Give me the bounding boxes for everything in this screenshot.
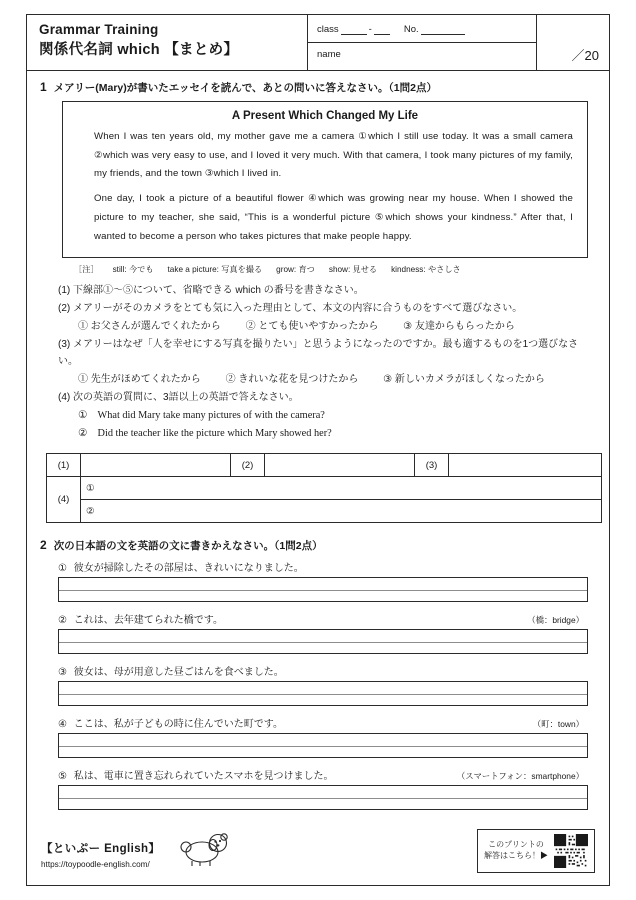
question-2-label: (2) [58,303,71,315]
answer-label-4: (4) [47,477,81,523]
section2-heading [40,538,596,553]
answer-cell-2[interactable] [265,454,415,477]
table-row [47,454,602,477]
answer-lines-1[interactable] [58,577,588,602]
item-4-label: ④ [58,719,67,731]
item-4-hint: （町：town） [532,719,584,730]
answer-cell-4-2[interactable]: ② [81,500,602,523]
brand-block [41,841,160,871]
worksheet-footer [27,819,609,885]
question-4-label: (4) [58,392,71,403]
question-3-options [78,371,596,389]
item-5-text: 私は、電車に置き忘れられていたスマホを見つけました。 [73,771,334,783]
brand-url[interactable]: https://toypoodle-english.com/ [41,859,150,869]
translation-item-2 [58,611,596,626]
score-total: ／20 [571,48,599,63]
item-2-text: これは、去年建てられた橋です。 [73,615,223,627]
section1-number: 1 [40,80,47,94]
passage-title: A Present Which Changed My Life [231,110,419,122]
question-4-item-2: ② Did the teacher like the picture which Mary showed her? [78,428,332,440]
header-title-block [27,15,308,70]
answer-lines-2[interactable] [58,629,588,654]
question-2-options [78,318,596,336]
class-sub-input[interactable] [374,24,390,35]
answer-label-1: (1) [47,454,81,477]
item-5-label: ⑤ [58,771,67,783]
section2-number: 2 [40,538,47,553]
brand-name: 【といぷー English】 [41,843,161,856]
vocabulary-notes [74,264,588,275]
item-2-hint: （橋：bridge） [527,615,584,626]
translation-item-1 [58,559,596,574]
answer-label-2: (2) [231,454,265,477]
question-3-option-2[interactable]: ② きれいな花を見つけたから [225,374,359,386]
question-3-option-1[interactable]: ① 先生がほめてくれたから [78,374,201,386]
item-2-label: ② [58,615,67,627]
table-row [47,477,602,500]
question-2-option-2[interactable]: ② とても使いやすかったから [245,320,379,332]
note-item: show: 見せる [328,265,378,275]
question-2-option-3[interactable]: ③ 友達からもらったから [403,320,515,332]
question-1-text: 下線部①〜⑤について、省略できる which の番号を書きなさい。 [73,285,364,297]
question-3-label: (3) [58,338,71,350]
class-label: class [317,24,339,35]
question-3-option-3[interactable]: ③ 新しいカメラがほしくなったから [383,374,545,386]
notes-label: ［注］ [74,265,99,275]
answer-cell-4-1[interactable]: ① [81,477,602,500]
answer-cell-1[interactable] [81,454,231,477]
name-label: name [317,49,341,60]
item-5-hint: （スマートフォン：smartphone） [456,771,584,782]
note-item: take a picture: 写真を撮る [167,265,263,275]
question-4-item-1: ① What did Mary take many pictures of with the camera? [78,409,325,421]
question-4-text: 次の英語の質問に、3語以上の英語で答えなさい。 [73,392,299,403]
question-1 [58,282,596,300]
qr-caption [484,840,548,862]
qr-caption-line2: 解答はこちら！▶ [484,851,548,860]
translation-item-4 [58,715,596,730]
question-3-text: メアリーはなぜ「人を幸せにする写真を撮りたい」と思うようになったのですか。最も適するものを1つ選びなさい。 [58,338,579,368]
section1-instruction: メアリー(Mary)が書いたエッセイを読んで、あとの問いに答えなさい。（1問2点） [53,82,437,94]
item-3-text: 彼女は、母が用意した昼ごはんを食べました。 [73,667,284,679]
class-number-row [317,24,465,35]
qr-code-icon[interactable] [554,834,588,868]
question-4 [58,389,596,407]
worksheet-header [27,15,609,71]
answer-table [46,453,602,523]
reading-passage [62,101,588,258]
section1-questions [58,282,596,443]
passage-paragraph-1: When I was ten years old, my mother gave me a camera ①which I still use today. It was a small camera ②which was very easy to use, and I loved it very much. With that camera, I took many pictures of my family, my friends, and the town ③which I lived in. [94,131,573,180]
answer-lines-3[interactable] [58,681,588,706]
answer-qr-block[interactable] [477,829,595,873]
note-item: grow: 育つ [276,265,315,275]
no-label: No. [403,24,419,35]
table-row [47,500,602,523]
question-3 [58,336,596,372]
note-item: still: 今でも [112,265,154,275]
question-2-option-1[interactable]: ① お父さんが選んでくれたから [78,320,221,332]
class-separator: - [368,24,372,35]
answer-lines-5[interactable] [58,785,588,810]
worksheet-series-title: Grammar Training [39,22,159,37]
worksheet-topic-title: 関係代名詞 which 【まとめ】 [39,41,239,58]
student-info-block [308,15,537,70]
section1-heading [40,80,596,95]
score-block [537,15,609,70]
name-divider [308,42,536,43]
number-input[interactable] [421,24,465,35]
answer-label-3: (3) [415,454,449,477]
note-item: kindness: やさしさ [391,265,461,275]
question-2-text: メアリーがそのカメラをとても気に入った理由として、本文の内容に合うものをすべて選びなさい。 [73,303,523,315]
section2-instruction: 次の日本語の文を英語の文に書きかえなさい。（1問2点） [53,540,323,553]
worksheet-page [26,14,610,886]
question-1-label: (1) [58,285,71,297]
item-1-text: 彼女が掃除したその部屋は、きれいになりました。 [73,563,304,575]
passage-paragraph-2: One day, I took a picture of a beautiful flower ④which was growing near my house. When I showed the picture to my teacher, she said, “This is a wonderful picture ⑤which shows your kindness.” After that, I wanted to become a person who takes pictures that make people happy. [94,193,573,242]
item-1-label: ① [58,563,67,575]
question-2 [58,300,596,318]
item-4-text: ここは、私が子どもの時に住んでいた町です。 [73,719,283,731]
item-3-label: ③ [58,667,67,679]
class-input[interactable] [341,24,367,35]
translation-item-3 [58,663,596,678]
answer-cell-3[interactable] [449,454,602,477]
qr-caption-line1: このプリントの [488,840,544,850]
answer-lines-4[interactable] [58,733,588,758]
poodle-mascot-icon [172,828,234,873]
translation-item-5 [58,767,596,782]
